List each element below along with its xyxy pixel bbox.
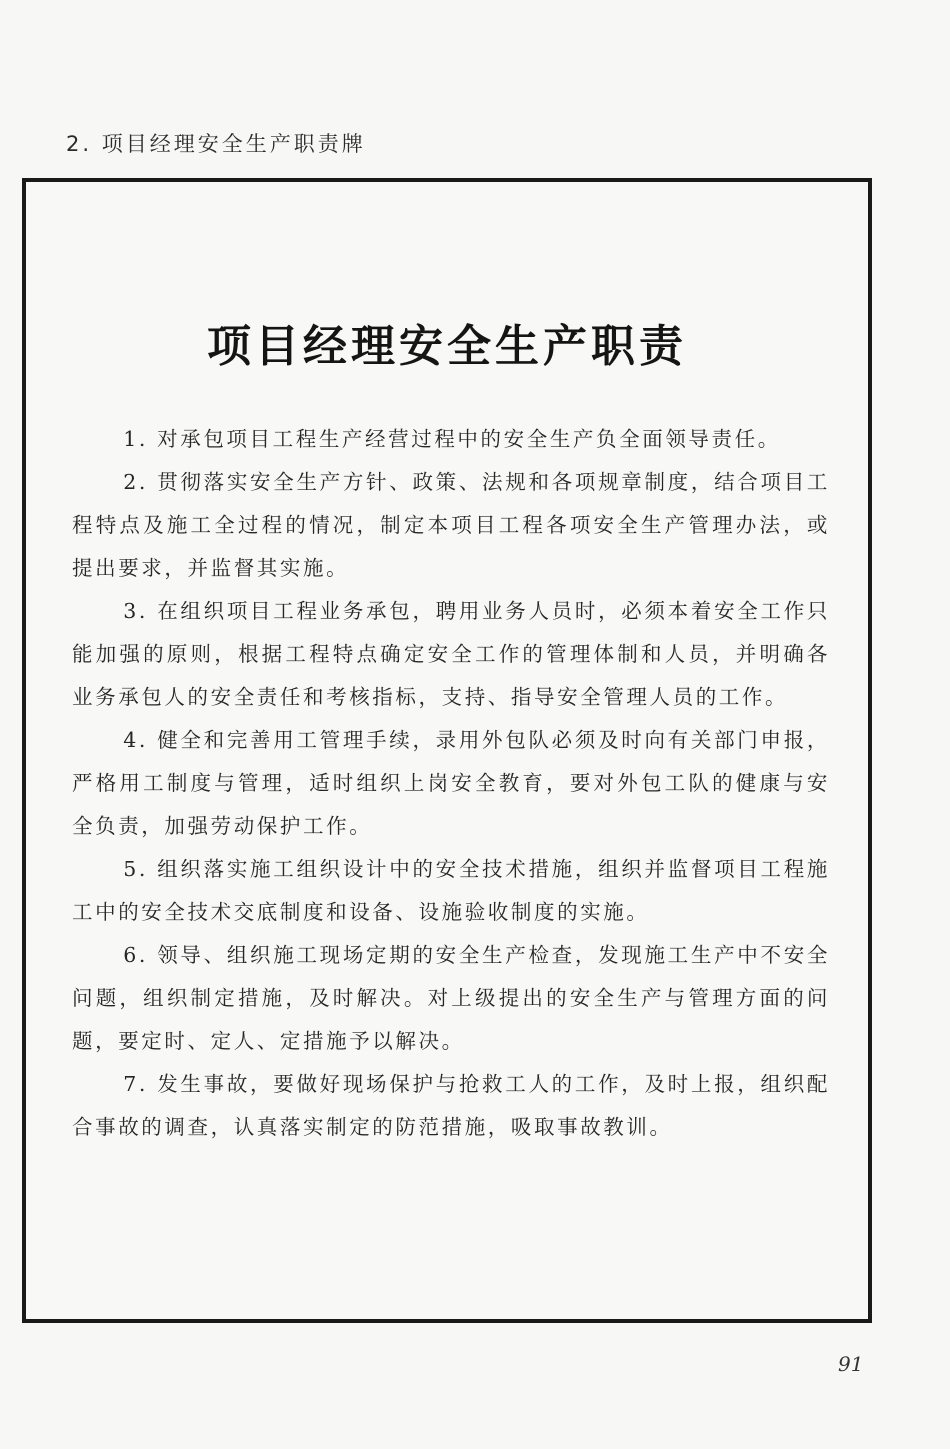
duty-item-7: 7. 发生事故，要做好现场保护与抢救工人的工作，及时上报，组织配合事故的调查，认真落实制定的防范措施，吸取事故教训。 xyxy=(72,1072,830,1139)
page-number: 91 xyxy=(838,1352,864,1376)
section-heading: 2. 项目经理安全生产职责牌 xyxy=(66,132,366,156)
duty-board-panel xyxy=(22,178,872,1323)
duty-item-2: 2. 贯彻落实安全生产方针、政策、法规和各项规章制度，结合项目工程特点及施工全过程的情况，制定本项目工程各项安全生产管理办法，或提出要求，并监督其实施。 xyxy=(72,470,830,580)
board-title: 项目经理安全生产职责 xyxy=(207,321,687,372)
duty-item-6: 6. 领导、组织施工现场定期的安全生产检查，发现施工生产中不安全问题，组织制定措施，及时解决。对上级提出的安全生产与管理方面的问题，要定时、定人、定措施予以解决。 xyxy=(72,943,830,1053)
duty-item-3: 3. 在组织项目工程业务承包，聘用业务人员时，必须本着安全工作只能加强的原则，根据工程特点确定安全工作的管理体制和人员，并明确各业务承包人的安全责任和考核指标，支持、指导安全管理人员的工作。 xyxy=(72,599,830,709)
duty-item-1: 1. 对承包项目工程生产经营过程中的安全生产负全面领导责任。 xyxy=(123,427,781,451)
duty-list xyxy=(72,418,830,1149)
duty-item-4: 4. 健全和完善用工管理手续，录用外包队必须及时向有关部门申报，严格用工制度与管理，适时组织上岗安全教育，要对外包工队的健康与安全负责，加强劳动保护工作。 xyxy=(72,728,830,838)
duty-item-5: 5. 组织落实施工组织设计中的安全技术措施，组织并监督项目工程施工中的安全技术交底制度和设备、设施验收制度的实施。 xyxy=(72,857,830,924)
